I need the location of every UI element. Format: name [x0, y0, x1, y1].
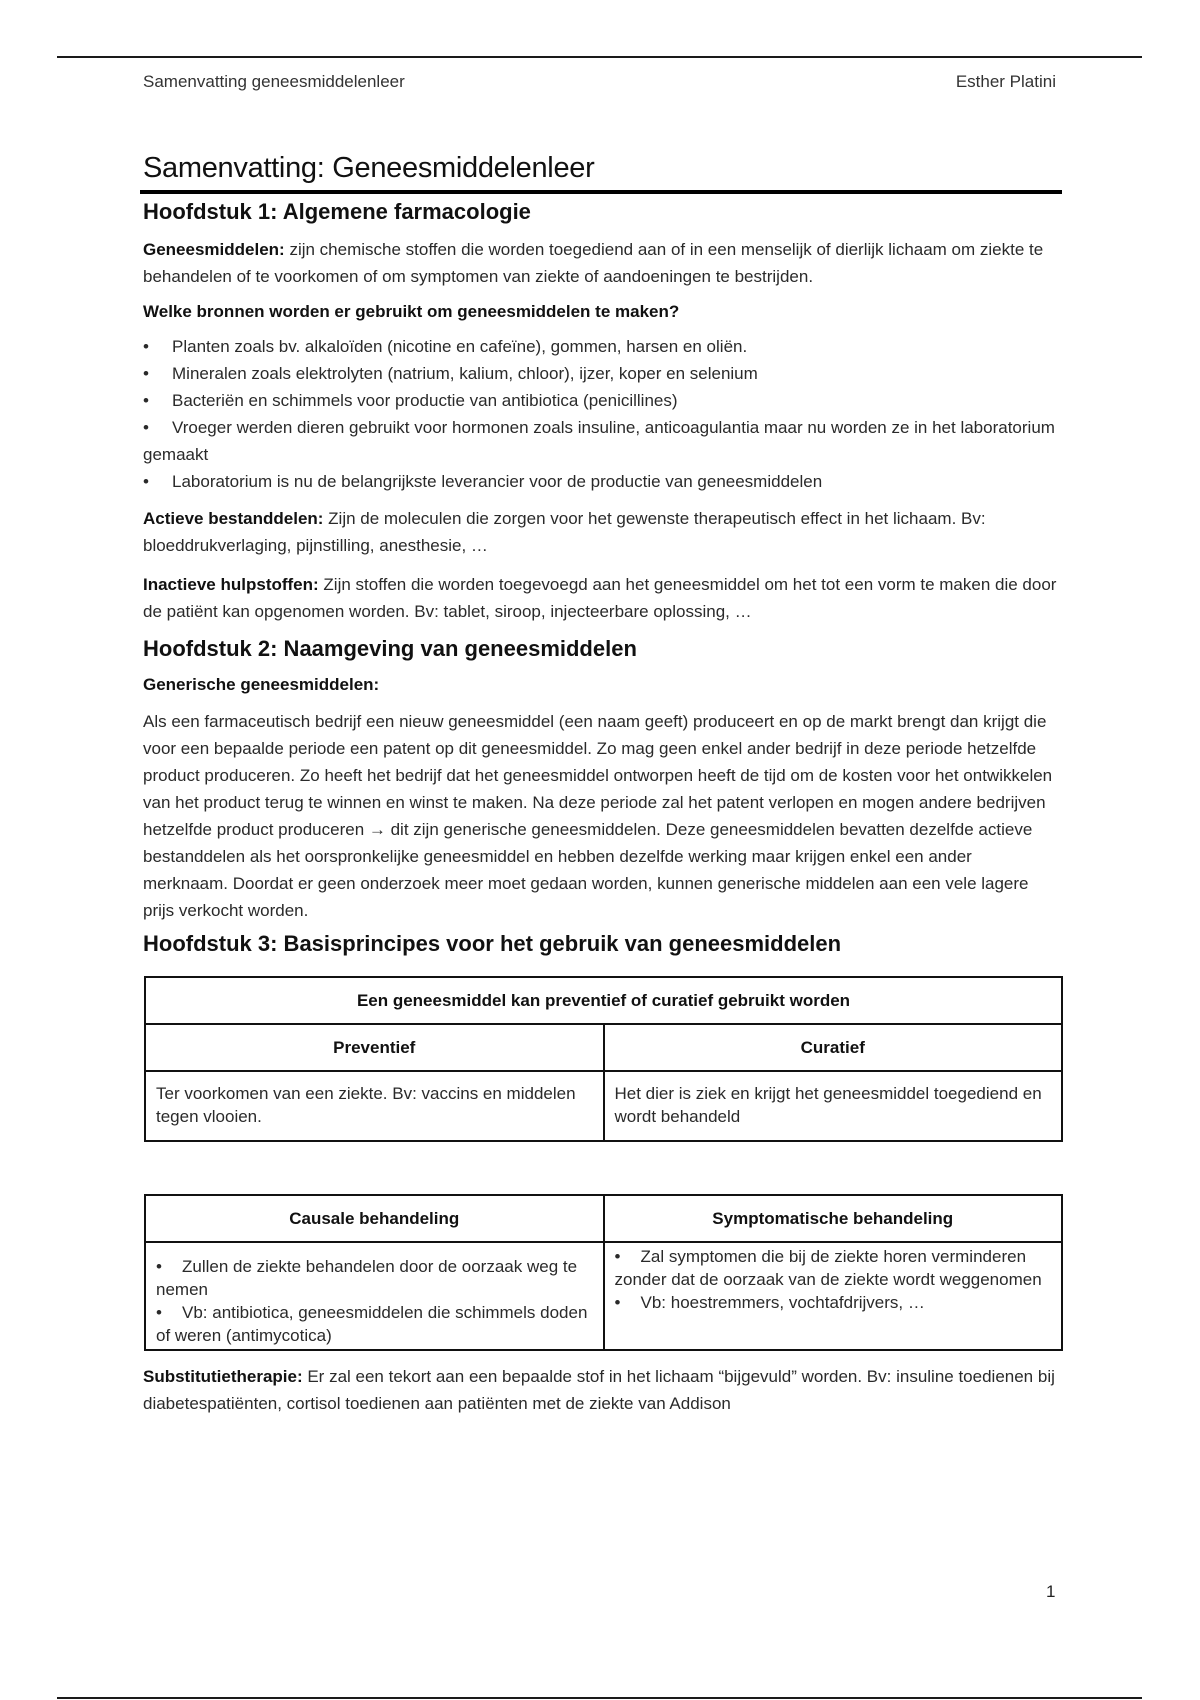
bullet-icon: •: [143, 472, 149, 491]
bullet-icon: •: [614, 1247, 621, 1266]
page-bottom-rule: [57, 1697, 1142, 1699]
term: Actieve bestanddelen:: [143, 509, 324, 528]
table-cell: Het dier is ziek en krijgt het geneesmiddel toegediend en wordt behandeld: [604, 1071, 1063, 1141]
running-header-author: Esther Platini: [955, 72, 1056, 91]
chapter-2-heading: Hoofdstuk 2: Naamgeving van geneesmiddelen: [143, 636, 637, 661]
list-item: • Laboratorium is nu de belangrijkste leverancier voor de productie van geneesmiddelen: [143, 468, 1059, 495]
list-item: • Mineralen zoals elektrolyten (natrium, kalium, chloor), ijzer, koper en selenium: [143, 360, 1059, 387]
term: Substitutietherapie:: [143, 1367, 303, 1386]
bullet-icon: •: [143, 391, 149, 410]
list-item: • Zullen de ziekte behandelen door de oorzaak weg te nemen: [156, 1257, 578, 1299]
table-cell: [145, 1242, 604, 1350]
generic-drugs-subheading: Generische geneesmiddelen:: [143, 675, 380, 694]
title-underline: [140, 190, 1062, 194]
bullet-icon: •: [156, 1257, 162, 1276]
definition-actieve-bestanddelen: [143, 505, 1059, 559]
document-body: [143, 150, 1059, 1417]
column-header-symptomatisch: Symptomatische behandeling: [604, 1195, 1063, 1242]
column-header-causaal: Causale behandeling: [145, 1195, 604, 1242]
list-item: • Vb: hoestremmers, vochtafdrijvers, …: [614, 1293, 925, 1312]
sources-list: [143, 333, 1059, 495]
list-item: • Zal symptomen die bij de ziekte horen verminderen zonder dat de oorzaak van de ziekte wordt weggenomen: [614, 1247, 1042, 1289]
generic-drugs-paragraph: Als een farmaceutisch bedrijf een nieuw geneesmiddel (een naam geeft) produceert en op de markt brengt dan krijgt die voor een bepaalde periode een patent op dit geneesmiddel. Zo mag geen enkel ander bedrijf in deze periode hetzelfde product produceren. Zo heeft het bedrijf dat het geneesmiddel ontworpen heeft de tijd om de kosten voor het ontwikkelen van het product terug te winnen en winst te maken. Na deze periode zal het patent verlopen en mogen andere bedrijven hetzelfde product produceren → dit zijn generische geneesmiddelen. Deze geneesmiddelen bevatten dezelfde actieve bestanddelen als het oorspronkelijke geneesmiddel en hebben dezelfde werking maar krijgen enkel een ander merknaam. Doordat er geen onderzoek meer moet gedaan worden, kunnen generische middelen aan een vele lagere prijs verkocht worden.: [143, 712, 1053, 920]
causal-symptomatic-table: [144, 1194, 1063, 1351]
definition-text: Zijn de moleculen die zorgen voor het gewenste therapeutisch effect in het lichaam. Bv: bloeddrukverlaging, pijnstilling, anesthesie, …: [143, 509, 986, 555]
term: Geneesmiddelen:: [143, 240, 285, 259]
definition-text: zijn chemische stoffen die worden toegediend aan of in een menselijk of dierlijk lichaam om ziekte te behandelen of te voorkomen of om symptomen van ziekte of aandoeningen te bestrijden.: [143, 240, 1044, 286]
bullet-icon: •: [156, 1303, 162, 1322]
chapter-3-heading: Hoofdstuk 3: Basisprincipes voor het gebruik van geneesmiddelen: [143, 931, 842, 956]
bullet-icon: •: [143, 418, 149, 437]
definition-text: Zijn stoffen die worden toegevoegd aan het geneesmiddel om het tot een vorm te maken die door de patiënt kan opgenomen worden. Bv: tablet, siroop, injecteerbare oplossing, …: [143, 575, 1057, 621]
table-cell: [604, 1242, 1063, 1350]
page-top-rule: [57, 56, 1142, 58]
list-item: • Bacteriën en schimmels voor productie van antibiotica (penicillines): [143, 387, 1059, 414]
table-row: [145, 1242, 1062, 1350]
bullet-icon: •: [143, 337, 149, 356]
running-header-title: Samenvatting geneesmiddelenleer: [143, 72, 405, 91]
table-cell: Ter voorkomen van een ziekte. Bv: vaccins en middelen tegen vlooien.: [145, 1071, 604, 1141]
table-row: [145, 1071, 1062, 1141]
definition-inactieve-hulpstoffen: [143, 571, 1059, 625]
sources-question: Welke bronnen worden er gebruikt om geneesmiddelen te maken?: [143, 302, 680, 321]
column-header-curatief: Curatief: [604, 1024, 1063, 1071]
definition-substitutietherapie: [143, 1363, 1059, 1417]
page-number: 1: [1046, 1582, 1056, 1601]
definition-text: Er zal een tekort aan een bepaalde stof in het lichaam “bijgevuld” worden. Bv: insuline toedienen bij diabetespatiënten, cortisol toedienen aan patiënten met de ziekte van Addison: [143, 1367, 1055, 1413]
column-header-preventief: Preventief: [145, 1024, 604, 1071]
list-item: • Vb: antibiotica, geneesmiddelen die schimmels doden of weren (antimycotica): [156, 1303, 588, 1345]
list-item: • Planten zoals bv. alkaloïden (nicotine en cafeïne), gommen, harsen en oliën.: [143, 333, 1059, 360]
list-item: • Vroeger werden dieren gebruikt voor hormonen zoals insuline, anticoagulantia maar nu worden ze in het laboratorium gemaakt: [143, 414, 1059, 468]
preventive-curative-table: [144, 976, 1063, 1142]
document-title: Samenvatting: Geneesmiddelenleer: [143, 152, 595, 184]
table-caption: Een geneesmiddel kan preventief of curatief gebruikt worden: [145, 977, 1062, 1024]
term: Inactieve hulpstoffen:: [143, 575, 319, 594]
definition-geneesmiddelen: [143, 236, 1059, 290]
bullet-icon: •: [143, 364, 149, 383]
bullet-icon: •: [614, 1293, 621, 1312]
chapter-1-heading: Hoofdstuk 1: Algemene farmacologie: [143, 199, 531, 224]
